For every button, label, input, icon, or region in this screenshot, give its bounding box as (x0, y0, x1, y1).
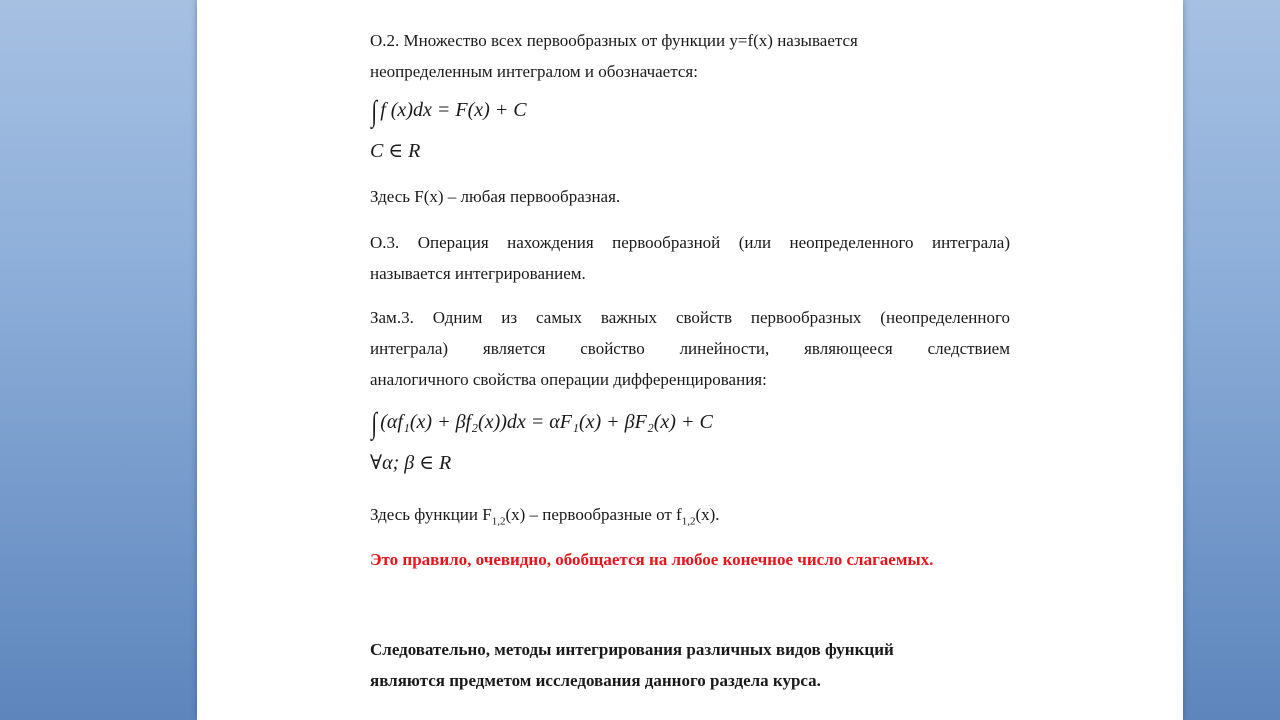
remark-3 (370, 302, 1010, 395)
definition-o3-line2: называется интегрированием. (370, 264, 586, 283)
formula-linearity-expression: (αf₁(x) + βf₂(x))dx = αF₁(x) + βF₂(x) + C (380, 411, 713, 433)
formula-linearity-condition: ∀α; β ∈ R (370, 452, 452, 474)
note-functions (370, 499, 1010, 530)
remark-3-line3: аналогичного свойства операции дифференцирования: (370, 370, 767, 389)
definition-o3 (370, 227, 1010, 289)
formula-linearity (370, 407, 713, 440)
note-functions-sub1: 1,2 (491, 515, 506, 528)
note-functions-prefix: Здесь функции F (370, 505, 492, 524)
conclusion-line2: являются предметом исследования данного раздела курса. (370, 671, 821, 690)
note-functions-sub2: 1,2 (681, 515, 696, 528)
formula-expression: f (x)dx = F(x) + C (380, 99, 527, 121)
conclusion (370, 634, 1010, 696)
integral-sign-icon: ∫ (371, 407, 377, 440)
document-page (197, 0, 1183, 720)
remark-3-line2: интеграла) является свойство линейности, являющееся следствием (370, 339, 1010, 358)
note-antiderivative: Здесь F(x) – любая первообразная. (370, 187, 621, 206)
remark-3-line1: Зам.3. Одним из самых важных свойств первообразных (неопределенного (370, 308, 1010, 327)
definition-o2-line1: О.2. Множество всех первообразных от функции y=f(x) называется (370, 31, 858, 50)
conclusion-line1: Следовательно, методы интегрирования различных видов функций (370, 640, 894, 659)
formula-condition: C ∈ R (370, 140, 421, 162)
rule-highlight: Это правило, очевидно, обобщается на любое конечное число слагаемых. (370, 550, 934, 569)
integral-sign-icon: ∫ (371, 95, 377, 128)
definition-o3-line1: О.3. Операция нахождения первообразной (или неопределенного интеграла) (370, 233, 1010, 252)
definition-o2 (370, 25, 1010, 87)
formula-indefinite-integral (370, 95, 527, 128)
note-functions-middle: (x) – первообразные от f (505, 505, 682, 524)
definition-o2-line2: неопределенным интегралом и обозначается: (370, 62, 698, 81)
note-functions-suffix: (x). (695, 505, 720, 524)
